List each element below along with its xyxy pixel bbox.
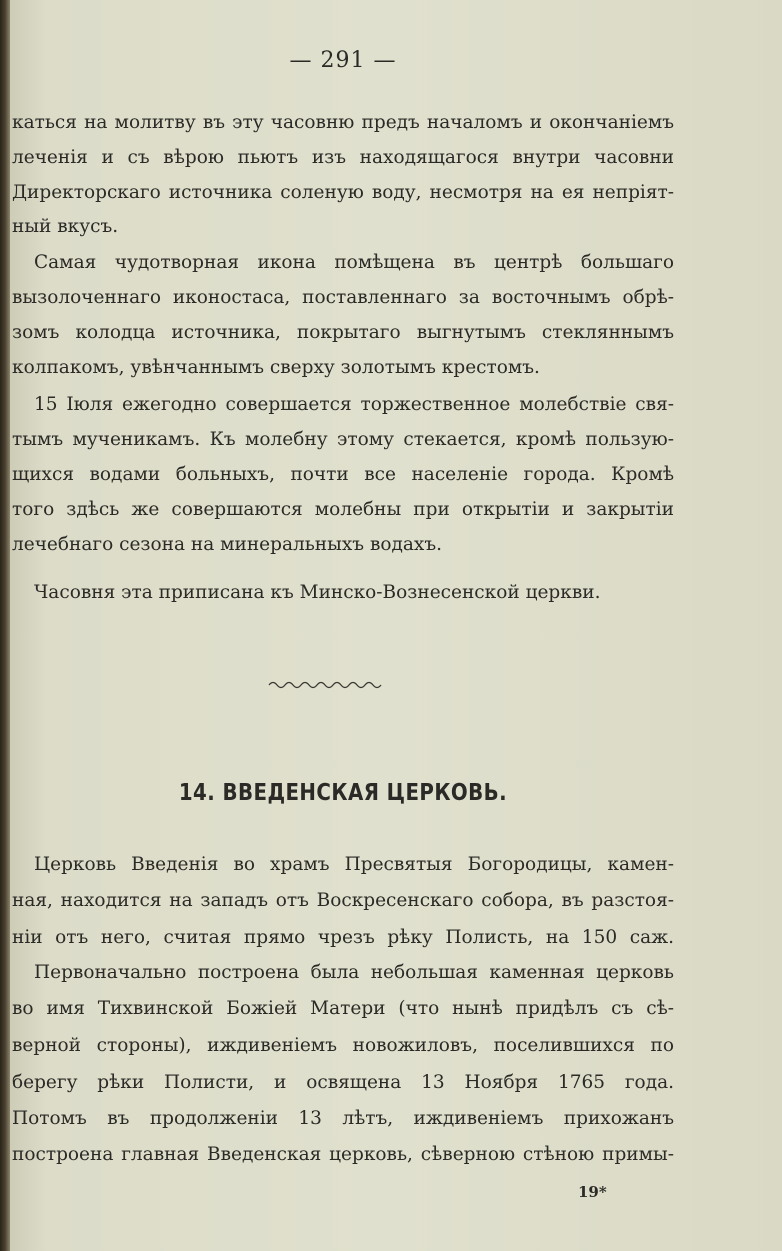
text-line: Первоначально построена была небольшая каменная церковь	[34, 962, 674, 983]
text-line: леченія и съ вѣрою пьютъ изъ находящагося внутри часовни	[12, 147, 674, 168]
text-line: ный вкусъ.	[12, 216, 119, 237]
text-line: щихся водами больныхъ, почти все населеніе города. Кромѣ	[12, 464, 674, 485]
text-line: верной стороны), иждивеніемъ новожиловъ, поселившихся по	[12, 1035, 674, 1056]
text-line: Директорскаго источника соленую воду, несмотря на ея непріят-	[12, 182, 674, 203]
book-spine-shadow	[0, 0, 10, 1251]
text-line: зомъ колодца источника, покрытаго выгнутымъ стекляннымъ	[12, 322, 674, 343]
text-line: Потомъ въ продолженіи 13 лѣтъ, иждивеніемъ прихожанъ	[12, 1108, 674, 1129]
text-line: 15 Іюля ежегодно совершается торжественное молебствіе свя-	[34, 394, 674, 415]
text-line: во имя Тихвинской Божіей Матери (что нынѣ придѣлъ съ сѣ-	[12, 998, 674, 1019]
text-line: Самая чудотворная икона помѣщена въ центрѣ большагo	[34, 252, 674, 273]
text-line: колпакомъ, увѣнчаннымъ сверху золотымъ крестомъ.	[12, 357, 540, 378]
signature-mark: 19*	[578, 1183, 607, 1201]
text-line: ніи отъ него, считая прямо чрезъ рѣку Полисть, на 150 саж.	[12, 927, 674, 948]
wavy-divider-icon	[267, 678, 387, 692]
text-line: тымъ мученикамъ. Къ молебну этому стекается, кромѣ пользую-	[12, 429, 674, 450]
text-line: берегу рѣки Полисти, и освящена 13 Ноября 1765 года.	[12, 1072, 674, 1093]
text-line: лечебнаго сезона на минеральныхъ водахъ.	[12, 534, 442, 555]
text-line: каться на молитву въ эту часовню предъ началомъ и окончаніемъ	[12, 112, 674, 133]
page-number: — 291 —	[289, 48, 397, 73]
section-heading: 14. ВВЕДЕНСКАЯ ЦЕРКОВЬ.	[178, 780, 508, 806]
text-line: построена главная Введенская церковь, сѣверною стѣною примы-	[12, 1144, 674, 1165]
text-line: Часовня эта приписана къ Минско-Вознесенской церкви.	[34, 582, 601, 603]
text-line: того здѣсь же совершаются молебны при открытіи и закрытіи	[12, 499, 674, 520]
text-line: вызолоченнаго иконостаса, поставленнаго за восточнымъ обрѣ-	[12, 287, 674, 308]
text-line: ная, находится на западъ отъ Воскресенскаго собора, въ разстоя-	[12, 890, 674, 911]
text-line: Церковь Введенія во храмъ Пресвятыя Богородицы, камен-	[34, 854, 674, 875]
